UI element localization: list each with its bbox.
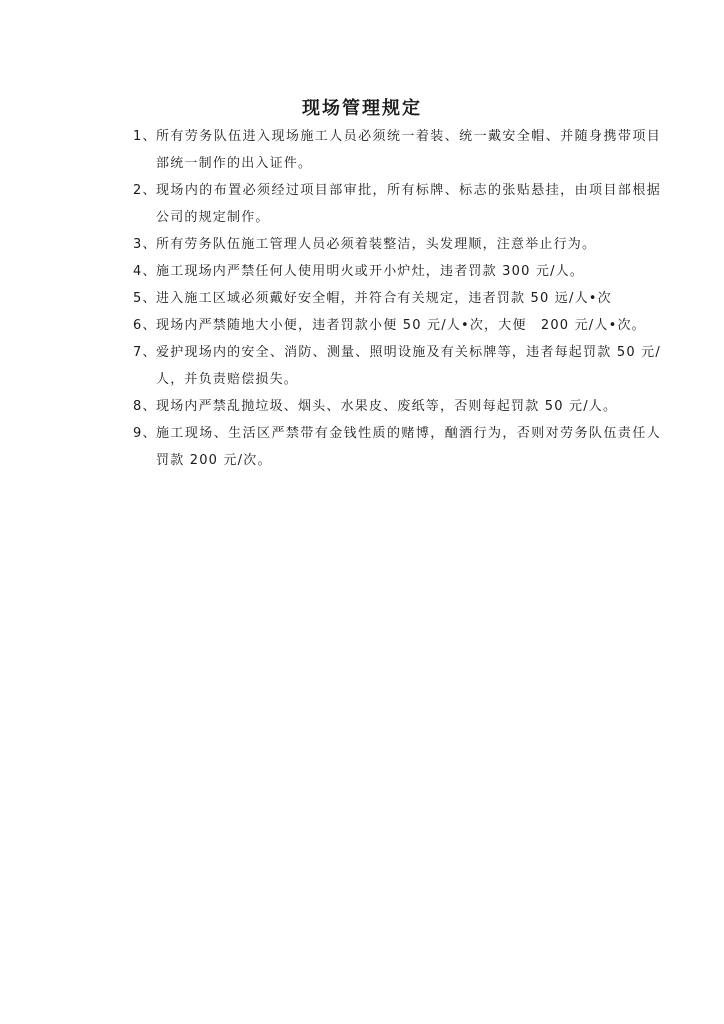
rule-item-5: [133, 285, 661, 312]
rule-item-7: [133, 339, 661, 393]
rule-text: 现场内严禁乱抛垃圾、烟头、水果皮、废纸等，否则每起罚款 50 元/人。: [156, 399, 618, 414]
rule-item-6: [133, 312, 661, 339]
rule-text: 施工现场内严禁任何人使用明火或开小炉灶，违者罚款 300 元/人。: [156, 264, 585, 279]
rule-item-1: [133, 123, 661, 177]
rule-number: 1、: [133, 129, 157, 144]
rule-number: 6、: [133, 318, 157, 333]
rule-number: 8、: [133, 399, 157, 414]
rule-text: 爱护现场内的安全、消防、测量、照明设施及有关标牌等，违者每起罚款 50 元/人，并负责赔偿损失。: [156, 345, 661, 387]
rule-number: 9、: [133, 426, 157, 441]
rule-item-2: [133, 177, 661, 231]
rule-number: 5、: [133, 291, 157, 306]
rule-text: 施工现场、生活区严禁带有金钱性质的赌博，酗酒行为，否则对劳务队伍责任人罚款 200 元/次。: [156, 426, 661, 468]
rule-item-8: [133, 393, 661, 420]
page-title: 现场管理规定: [302, 98, 422, 119]
rule-number: 3、: [133, 237, 157, 252]
rule-item-9: [133, 420, 661, 474]
rules-list: [133, 123, 661, 474]
rule-item-3: [133, 231, 661, 258]
rule-text: 现场内的布置必须经过项目部审批，所有标牌、标志的张贴悬挂，由项目部根据公司的规定制作。: [156, 183, 661, 225]
rule-item-4: [133, 258, 661, 285]
rule-number: 4、: [133, 264, 157, 279]
rule-number: 7、: [133, 345, 157, 360]
rule-text: 现场内严禁随地大小便，违者罚款小便 50 元/人•次，大便 200 元/人•次。: [156, 318, 646, 333]
rule-text: 所有劳务队伍施工管理人员必须着装整洁，头发理顺，注意举止行为。: [156, 237, 597, 252]
rule-text: 进入施工区域必须戴好安全帽，并符合有关规定，违者罚款 50 远/人•次: [156, 291, 612, 306]
rule-text: 所有劳务队伍进入现场施工人员必须统一着装、统一戴安全帽、并随身携带项目部统一制作的出入证件。: [156, 129, 661, 171]
rule-number: 2、: [133, 183, 157, 198]
